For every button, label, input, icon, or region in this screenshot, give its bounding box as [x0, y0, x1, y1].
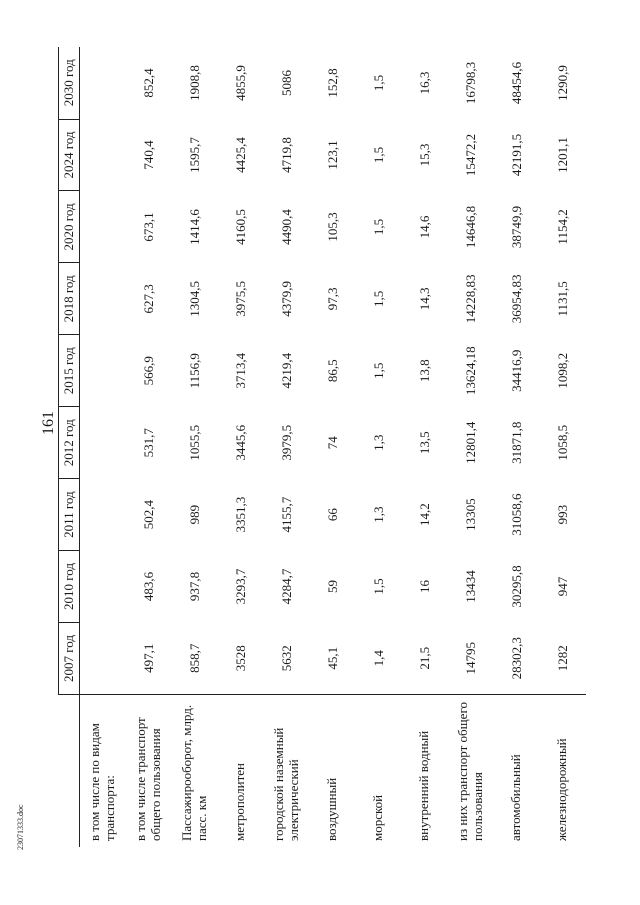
- table-cell: 34416,9: [508, 349, 524, 392]
- table-cell: 1131,5: [554, 281, 570, 317]
- table-cell: 3713,4: [232, 352, 248, 389]
- table-cell: 97,3: [324, 287, 340, 311]
- table-row: [494, 47, 540, 847]
- table-cell: 1055,5: [186, 424, 202, 461]
- table-row: [218, 47, 264, 847]
- table-cell: 21,5: [402, 623, 448, 695]
- table-cell: 947: [554, 576, 570, 597]
- table-cell: 66: [324, 508, 340, 522]
- table-cell: 4219,4: [278, 352, 294, 389]
- table-row: [448, 47, 494, 847]
- table-cell: 673,1: [140, 212, 156, 242]
- table-cell: 1058,5: [554, 424, 570, 461]
- table-cell: 31871,8: [508, 421, 524, 464]
- table-cell: 15,3: [416, 143, 432, 167]
- table-cell: 3351,3: [232, 496, 248, 533]
- header-year: 2018 год: [59, 263, 80, 335]
- table-cell: 45,1: [310, 623, 356, 695]
- table-cell: 5086: [278, 70, 294, 97]
- table-cell: 627,3: [140, 284, 156, 314]
- table-cell: 4160,5: [232, 209, 248, 245]
- row-label: из них транспорт общего пользования: [455, 702, 485, 841]
- table-cell: 937,8: [186, 571, 202, 602]
- passenger-transport-table: [58, 47, 586, 847]
- table-cell: 989: [186, 504, 202, 525]
- table-cell: 1201,1: [554, 137, 570, 173]
- table-cell: 42191,5: [508, 133, 524, 177]
- table-cell: [80, 479, 126, 551]
- table-cell: 993: [554, 504, 570, 525]
- row-label: железнодорожный: [554, 738, 570, 841]
- header-year: 2015 год: [59, 335, 80, 407]
- table-cell: 123,1: [324, 140, 340, 170]
- table-cell: 502,4: [140, 500, 156, 530]
- table-cell: 483,6: [140, 571, 156, 602]
- table-cell: [80, 191, 126, 263]
- table-cell: 74: [324, 436, 340, 450]
- header-year: 2012 год: [59, 407, 80, 479]
- row-label: внутренний водный: [416, 730, 432, 841]
- table-cell: 1304,5: [186, 280, 202, 317]
- table-cell: 4425,4: [232, 137, 248, 173]
- row-label: городской наземный электрический: [271, 727, 301, 841]
- table-cell: 13434: [462, 570, 478, 603]
- header-year: 2011 год: [59, 479, 80, 551]
- table-cell: 852,4: [140, 68, 156, 98]
- table-cell: 13,8: [416, 359, 432, 383]
- table-header-row: [59, 47, 80, 847]
- table-cell: 1,5: [370, 362, 386, 379]
- row-label: в том числе по видам транспорта:: [87, 723, 117, 841]
- table-cell: 1,5: [370, 146, 386, 164]
- table-cell: 3975,5: [232, 280, 248, 317]
- table-cell: 4719,8: [278, 137, 294, 173]
- table-cell: 497,1: [126, 623, 172, 695]
- table-cell: 14,6: [416, 215, 432, 239]
- table-cell: 86,5: [324, 359, 340, 383]
- table-row: [264, 47, 310, 847]
- table-cell: 1,5: [370, 578, 386, 595]
- file-name: 23071333.doc: [16, 804, 25, 850]
- table-cell: 566,9: [140, 356, 156, 386]
- table-cell: 48454,6: [508, 61, 524, 105]
- table-cell: 59: [324, 580, 340, 594]
- table-cell: 28302,3: [494, 623, 540, 695]
- table-cell: 1156,9: [186, 353, 202, 389]
- table-cell: 1,3: [370, 434, 386, 451]
- table-cell: [80, 119, 126, 191]
- table-cell: 1,5: [370, 290, 386, 307]
- header-corner: [59, 694, 80, 847]
- row-label: морской: [370, 794, 386, 841]
- table-cell: 4490,4: [278, 209, 294, 245]
- table-cell: [80, 47, 126, 119]
- table-cell: 13,5: [416, 431, 432, 455]
- table-cell: 1,5: [370, 218, 386, 236]
- table-cell: 1414,6: [186, 209, 202, 245]
- table-cell: [80, 263, 126, 335]
- header-year: 2010 год: [59, 551, 80, 623]
- table-cell: 31058,6: [508, 493, 524, 536]
- table-cell: 38749,9: [508, 205, 524, 249]
- table-cell: 152,8: [324, 68, 340, 98]
- table-cell: 1595,7: [186, 137, 202, 173]
- table-cell: 14,3: [416, 287, 432, 311]
- table-row: [356, 47, 402, 847]
- table-cell: 5632: [264, 623, 310, 695]
- table-cell: 13624,18: [462, 346, 478, 396]
- table-row: [80, 47, 126, 847]
- page-number: 161: [40, 411, 57, 435]
- table-cell: 105,3: [324, 212, 340, 242]
- table-cell: 12801,4: [462, 421, 478, 464]
- table-cell: 4379,9: [278, 280, 294, 317]
- header-year: 2024 год: [59, 119, 80, 191]
- table-cell: 3293,7: [232, 568, 248, 605]
- table-cell: 1,3: [370, 506, 386, 523]
- table-cell: 740,4: [140, 140, 156, 170]
- table-cell: 4855,9: [232, 65, 248, 101]
- table-cell: 16,3: [416, 71, 432, 95]
- table-row: [402, 47, 448, 847]
- table-cell: 1,4: [356, 623, 402, 695]
- row-label: автомобильный: [508, 754, 524, 841]
- table-row: [172, 47, 218, 847]
- table-row: [310, 47, 356, 847]
- table-cell: 15472,2: [462, 133, 478, 177]
- table-cell: 16798,3: [462, 61, 478, 105]
- table-cell: 3528: [218, 623, 264, 695]
- table-cell: 1290,9: [554, 65, 570, 101]
- table-cell: [80, 551, 126, 623]
- row-label: в том числе транспорт общего пользования: [133, 717, 163, 841]
- table-cell: 14,2: [416, 503, 432, 526]
- table-cell: 1098,2: [554, 352, 570, 389]
- table-cell: 36954,83: [508, 274, 524, 324]
- table-cell: 14795: [448, 623, 494, 695]
- row-label: Пассажирооборот, млрд. пасс. км: [179, 704, 209, 841]
- header-year: 2020 год: [59, 191, 80, 263]
- table-cell: 1,5: [370, 74, 386, 92]
- table-cell: 531,7: [140, 428, 156, 458]
- table-cell: 3979,5: [278, 424, 294, 461]
- table-cell: 1282: [540, 623, 586, 695]
- table-cell: 1908,8: [186, 65, 202, 101]
- table-cell: 4284,7: [278, 568, 294, 605]
- table-row: [540, 47, 586, 847]
- table-cell: 1154,2: [554, 209, 570, 245]
- table-cell: 14646,8: [462, 205, 478, 249]
- table-cell: [80, 335, 126, 407]
- table-cell: 858,7: [172, 623, 218, 695]
- rotated-table-wrapper: [58, 47, 586, 847]
- table-cell: 4155,7: [278, 496, 294, 533]
- table-cell: [80, 407, 126, 479]
- table-cell: 3445,6: [232, 424, 248, 461]
- row-label: метрополитен: [232, 763, 248, 841]
- table-cell: 14228,83: [462, 274, 478, 324]
- table-cell: [80, 623, 126, 695]
- row-label: воздушный: [324, 777, 340, 841]
- table-cell: 30295,8: [508, 565, 524, 608]
- header-year: 2030 год: [59, 47, 80, 119]
- table-cell: 13305: [462, 498, 478, 531]
- table-cell: 16: [416, 580, 432, 594]
- header-year: 2007 год: [59, 623, 80, 695]
- table-row: [126, 47, 172, 847]
